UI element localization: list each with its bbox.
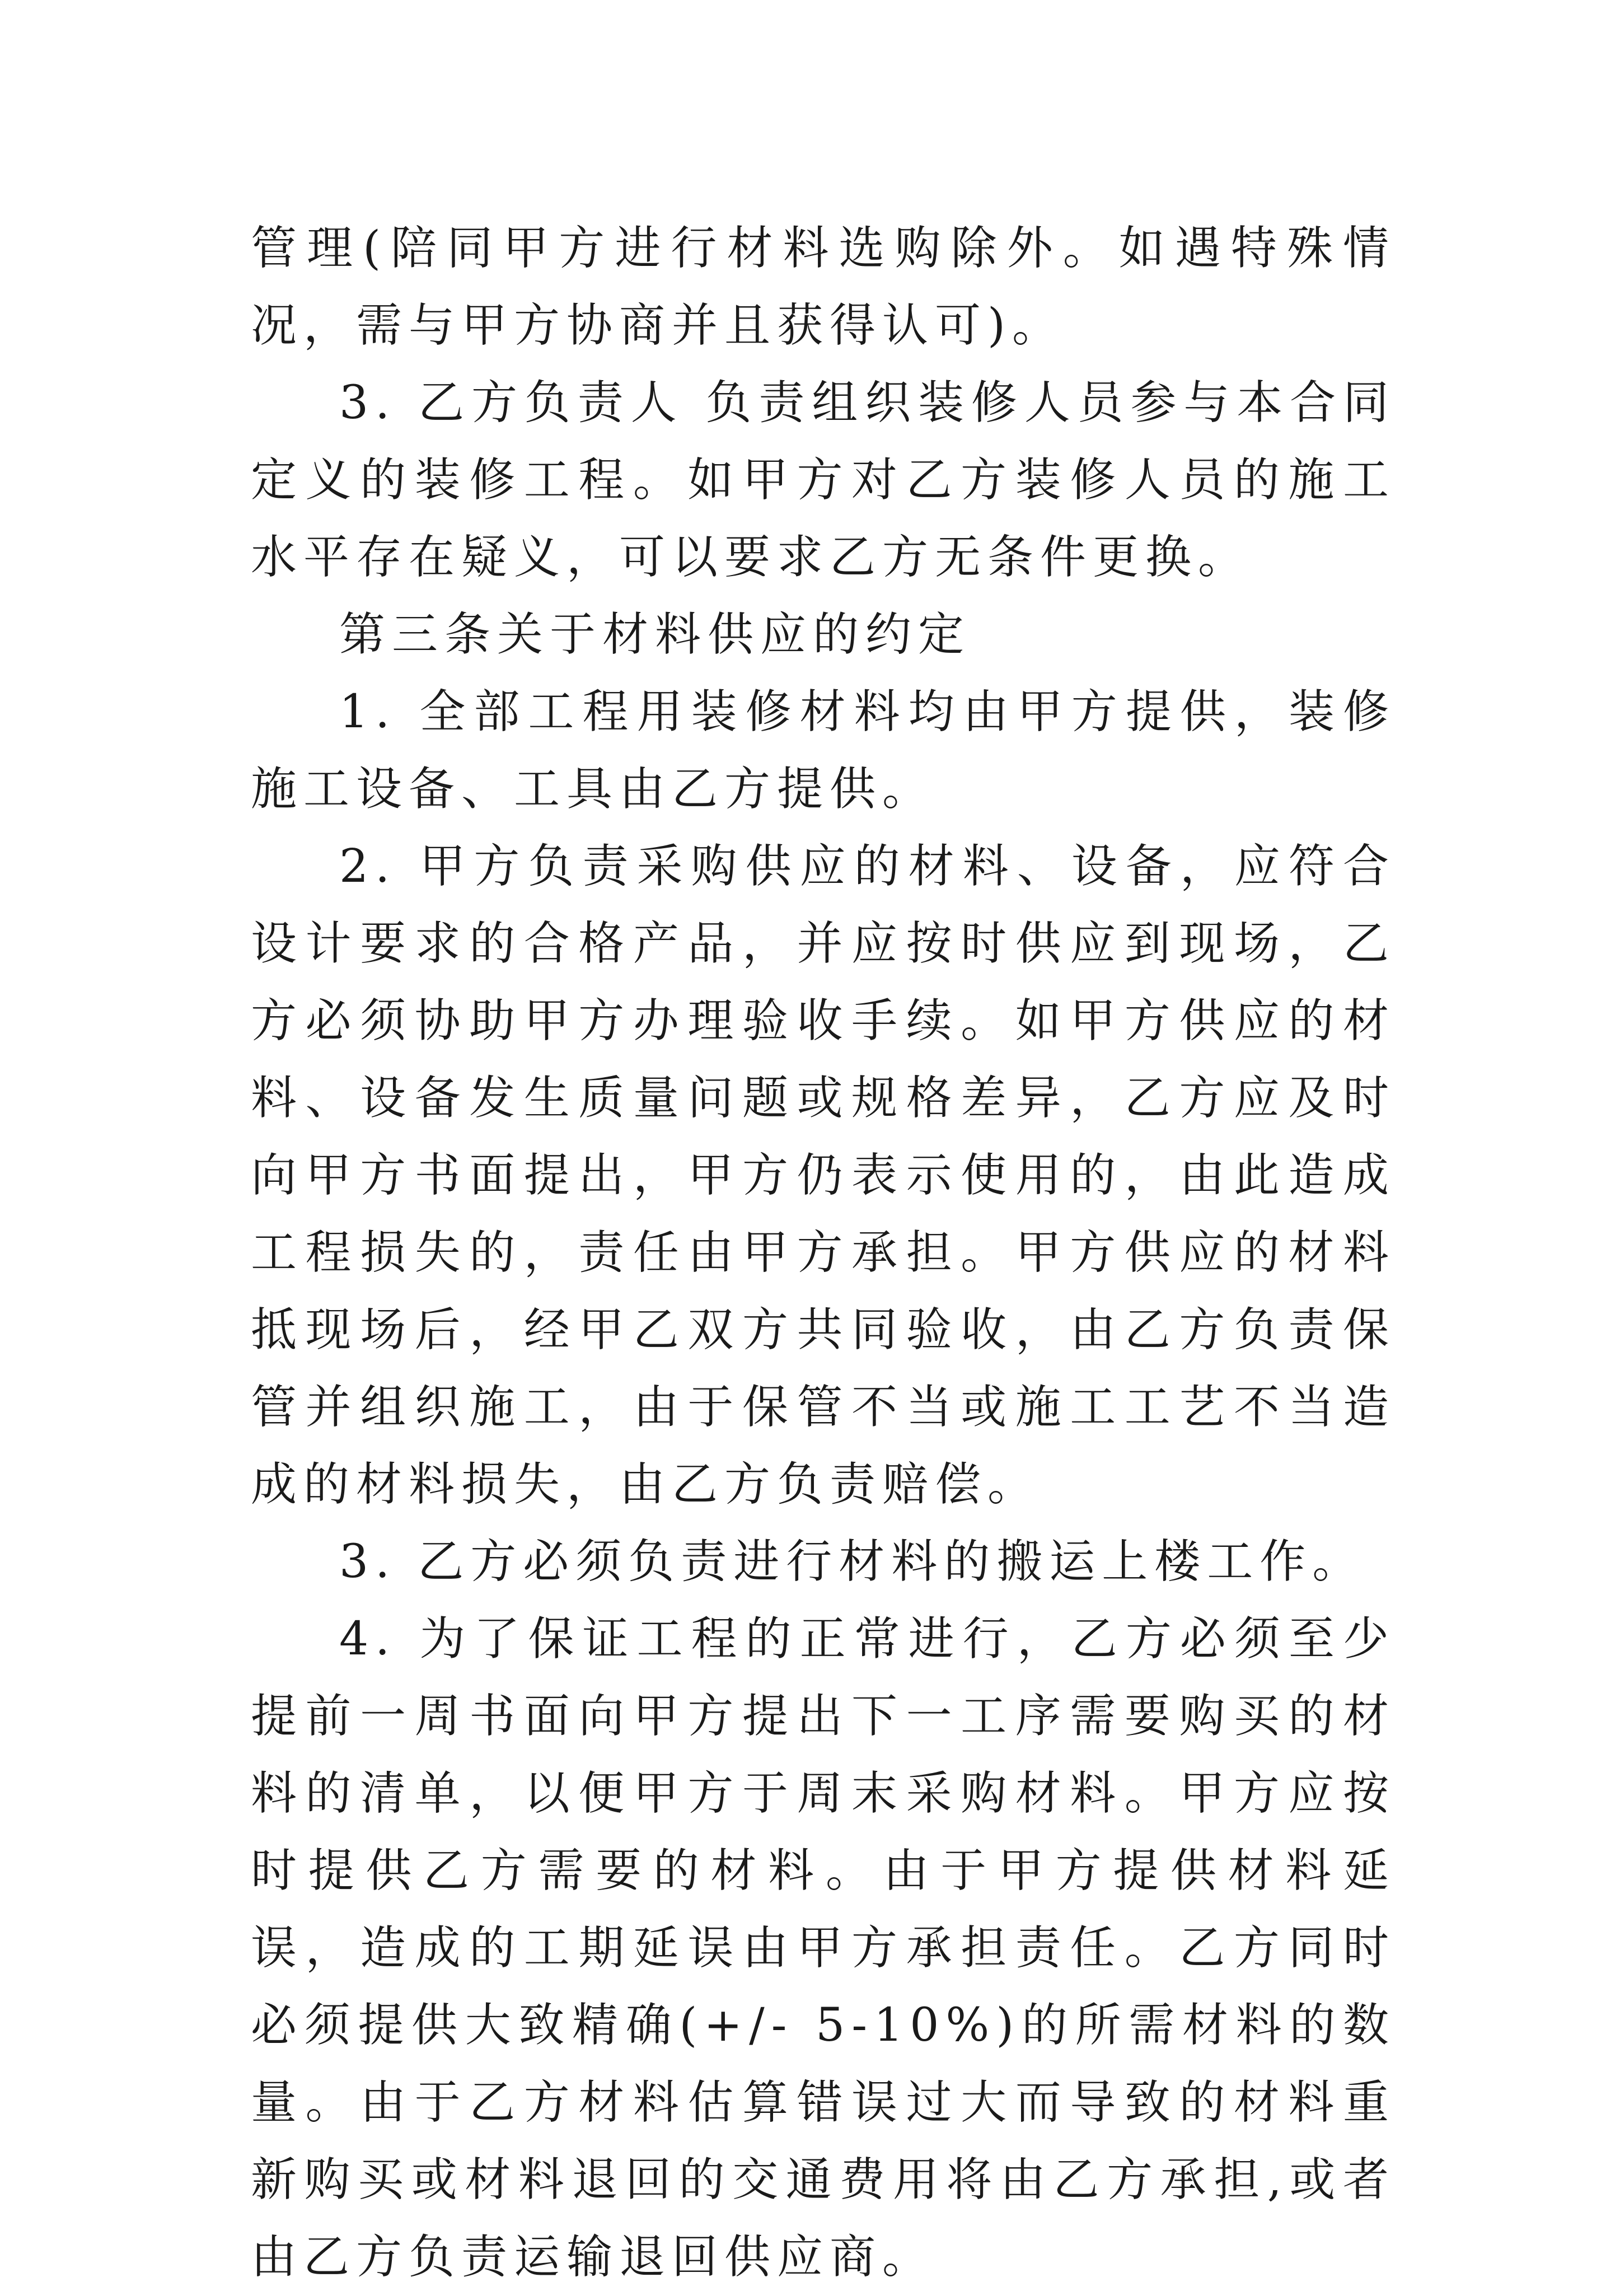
paragraph-6: 3. 乙方必须负责进行材料的搬运上楼工作。 xyxy=(339,1535,1365,1588)
paragraph-4: 1. 全部工程用装修材料均由甲方提供，装修施工设备、工具由乙方提供。 xyxy=(251,685,1396,816)
document-body xyxy=(251,210,1396,2296)
paragraph-1: 管理(陪同甲方进行材料选购除外。如遇特殊情况，需与甲方协商并且获得认可)。 xyxy=(251,222,1396,352)
section-heading-article-3: 第三条关于材料供应的约定 xyxy=(339,608,971,661)
paragraph-7: 4. 为了保证工程的正常进行，乙方必须至少提前一周书面向甲方提出下一工序需要购买的材料的清单，以便甲方于周末采购材料。甲方应按时提供乙方需要的材料。由于甲方提供材料延误，造成的工期延误由甲方承担责任。乙方同时必须提供大致精确(+/- 5-10%)的所需材料的数量。由于乙方材料估算错误过大而导致的材料重新购买或材料退回的交通费用将由乙方承担,或者由乙方负责运输退回供应商。 xyxy=(251,1612,1396,2284)
paragraph-2: 3. 乙方负责人 负责组织装修人员参与本合同定义的装修工程。如甲方对乙方装修人员的施工水平存在疑义，可以要求乙方无条件更换。 xyxy=(251,376,1396,584)
paragraph-5: 2. 甲方负责采购供应的材料、设备，应符合设计要求的合格产品，并应按时供应到现场，乙方必须协助甲方办理验收手续。如甲方供应的材料、设备发生质量问题或规格差异，乙方应及时向甲方书面提出，甲方仍表示使用的，由此造成工程损失的，责任由甲方承担。甲方供应的材料抵现场后，经甲乙双方共同验收，由乙方负责保管并组织施工，由于保管不当或施工工艺不当造成的材料损失，由乙方负责赔偿。 xyxy=(251,840,1396,1511)
